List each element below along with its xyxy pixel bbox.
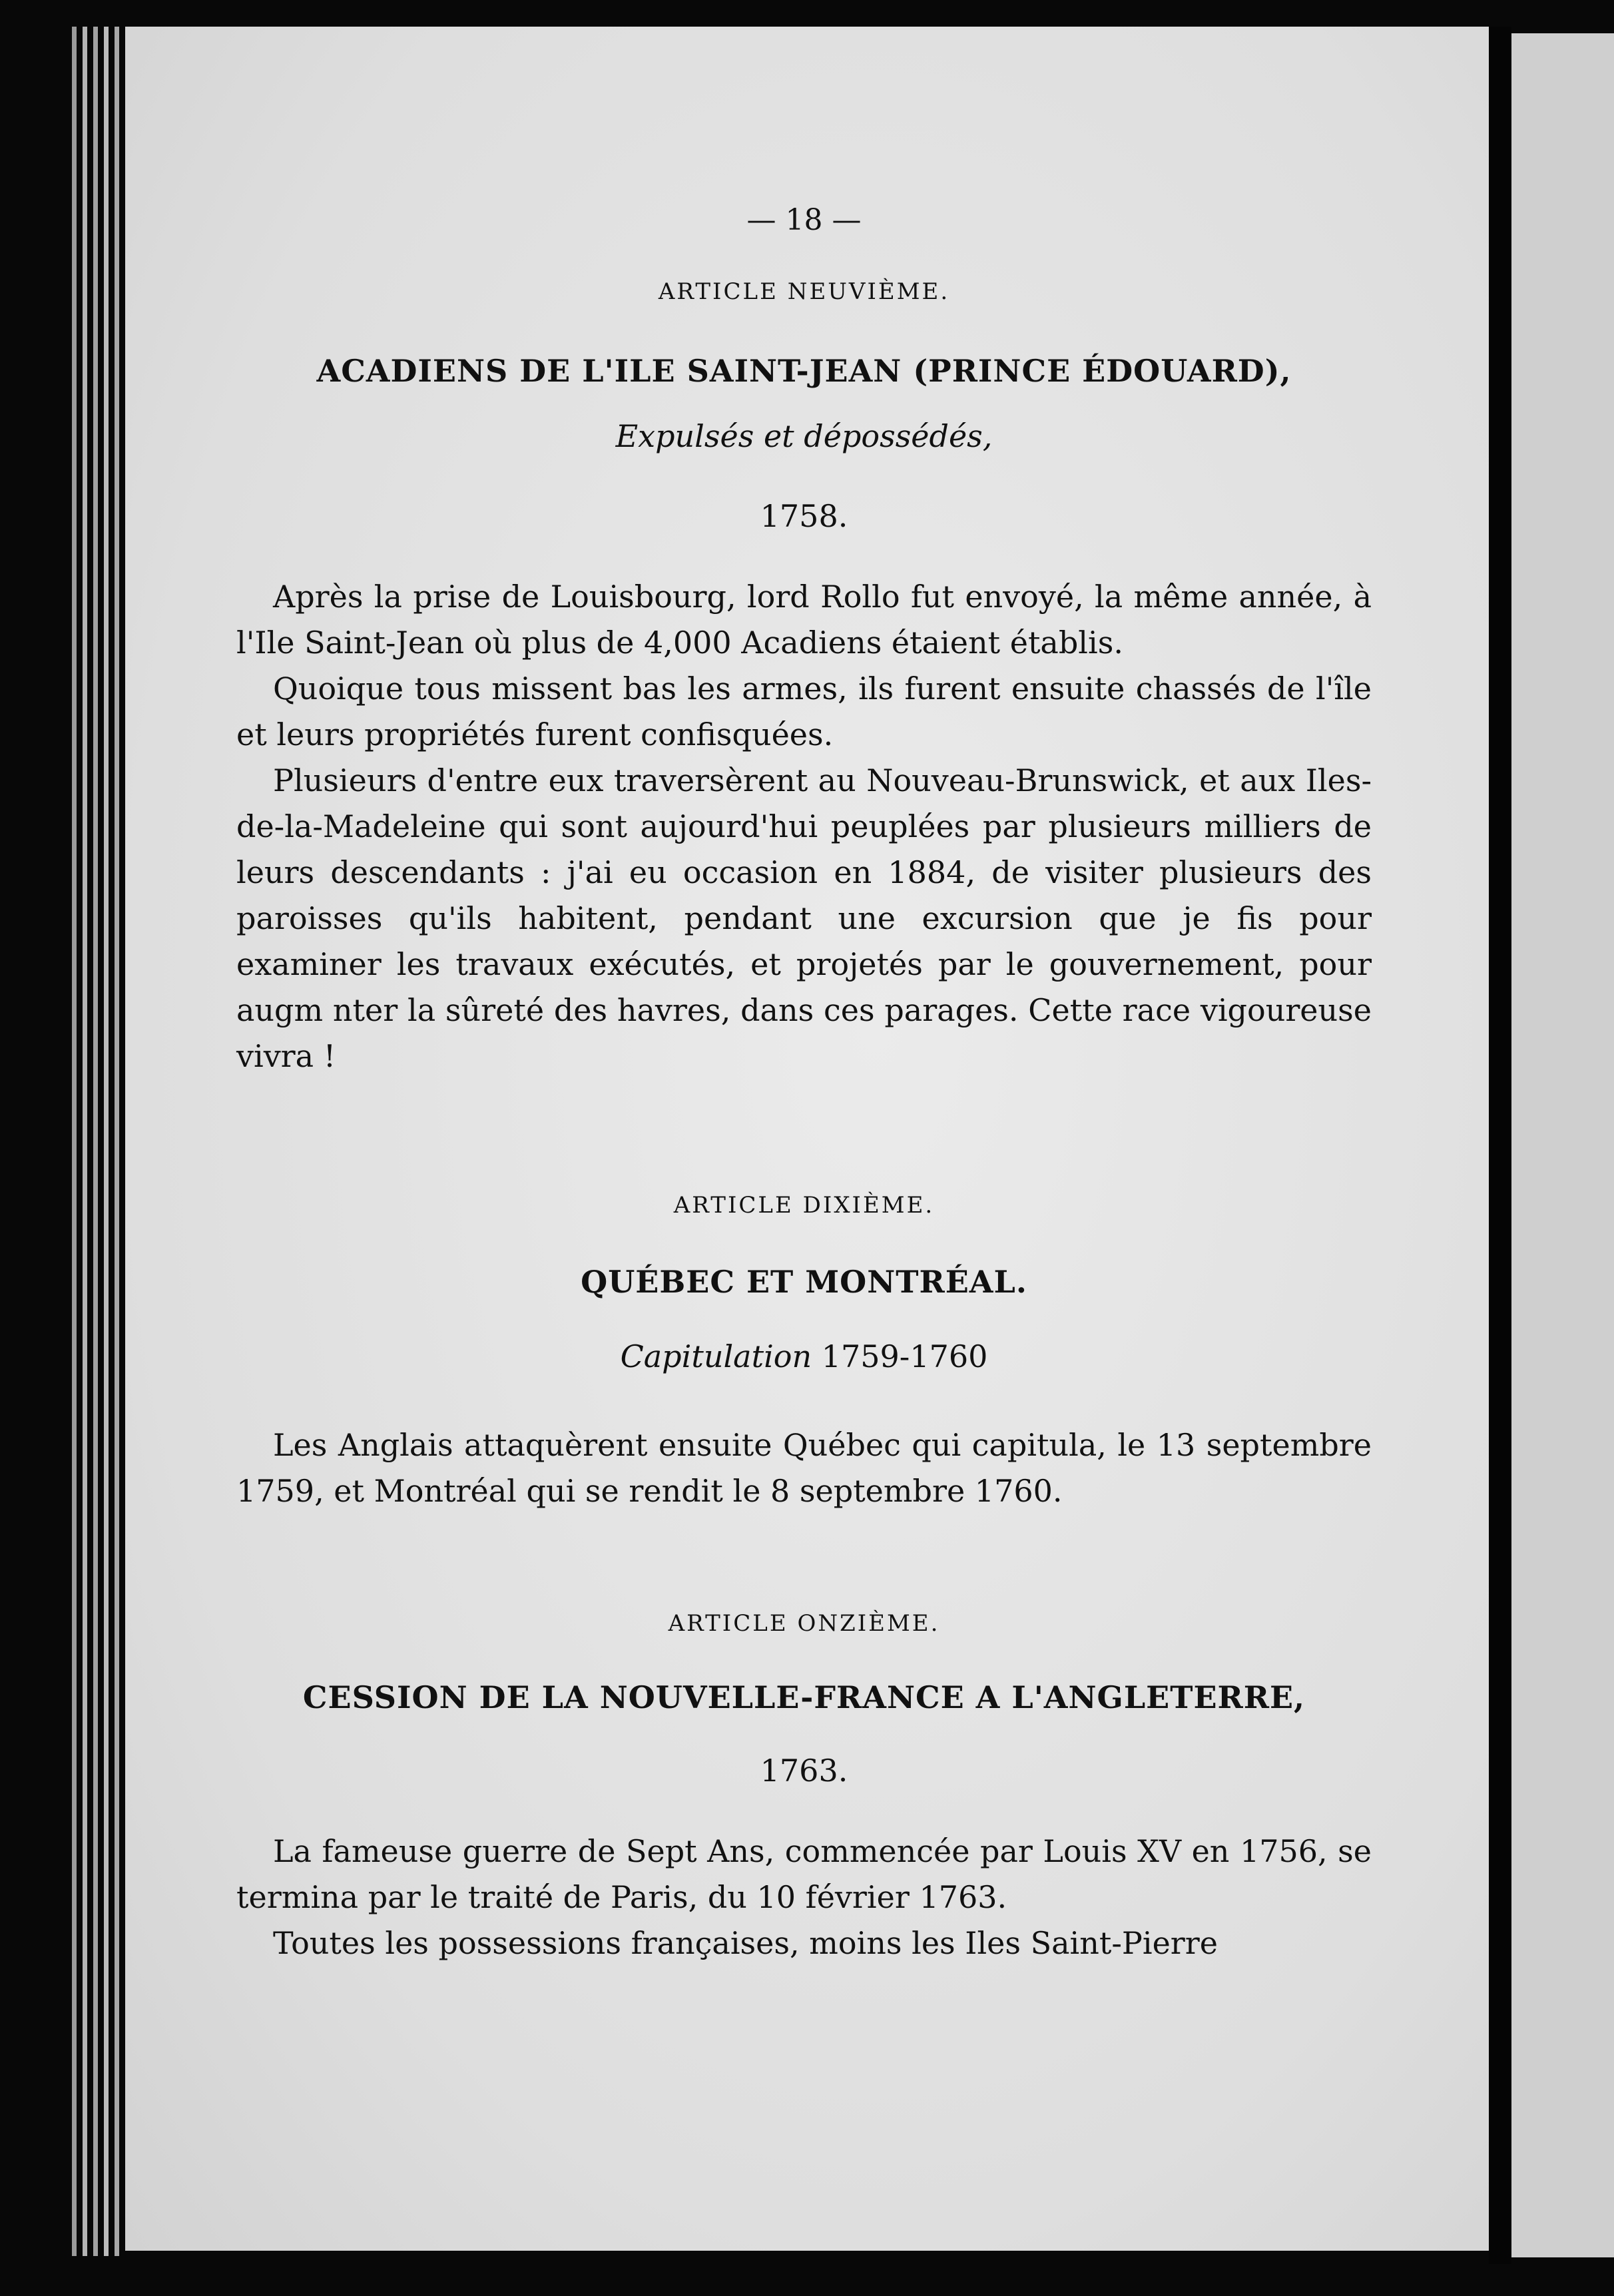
section-body xyxy=(236,574,1372,1079)
paragraph: Quoique tous missent bas les armes, ils furent ensuite chassés de l'île et leurs propriétés furent confisquées. xyxy=(236,671,1372,752)
page-edge xyxy=(72,27,77,2256)
article-label: ARTICLE DIXIÈME. xyxy=(673,1192,935,1219)
binding-gap xyxy=(1489,27,1511,2264)
section-heading: QUÉBEC ET MONTRÉAL. xyxy=(581,1264,1027,1300)
section-heading: ACADIENS DE L'ILE SAINT-JEAN (PRINCE ÉDOUARD), xyxy=(316,353,1292,389)
section-subtitle: Capitulation 1759-1760 xyxy=(620,1338,988,1374)
paragraph: Après la prise de Louisbourg, lord Rollo fut envoyé, la même année, à l'Ile Saint-Jean où plus de 4,000 Acadiens étaient établis. xyxy=(236,579,1372,661)
page-edge xyxy=(83,27,87,2256)
section-body xyxy=(236,1829,1372,1966)
article-label: ARTICLE NEUVIÈME. xyxy=(658,278,950,305)
section-heading: CESSION DE LA NOUVELLE-FRANCE A L'ANGLETERRE, xyxy=(302,1679,1306,1715)
paragraph: Toutes les possessions françaises, moins les Iles Saint-Pierre xyxy=(273,1925,1218,1961)
section-year: 1763. xyxy=(760,1753,848,1789)
paragraph: Les Anglais attaquèrent ensuite Québec qui capitula, le 13 septembre 1759, et Montréal qui se rendit le 8 septembre 1760. xyxy=(236,1427,1372,1509)
section-subtitle: Expulsés et dépossédés, xyxy=(615,418,993,454)
page-edge xyxy=(93,27,98,2256)
page-number: — 18 — xyxy=(746,203,862,237)
article-label: ARTICLE ONZIÈME. xyxy=(668,1610,940,1637)
paragraph: La fameuse guerre de Sept Ans, commencée par Louis XV en 1756, se termina par le traité de Paris, du 10 février 1763. xyxy=(236,1833,1372,1915)
page-edge xyxy=(115,27,119,2256)
page-edge xyxy=(104,27,109,2256)
paragraph: Plusieurs d'entre eux traversèrent au Nouveau-Brunswick, et aux Iles-de-la-Madeleine qui sont aujourd'hui peuplées par plusieurs milliers de leurs descendants : j'ai eu occasion en 1884, de visiter plusieurs des paroisses qu'ils habitent, pendant une excursion que je fis pour examiner les travaux exécutés, et projetés par le gouvernement, pour augm nter la sûreté des havres, dans ces parages. Cette race vigoureuse vivra ! xyxy=(236,762,1372,1074)
section-year: 1758. xyxy=(760,498,848,534)
section-body xyxy=(236,1422,1372,1514)
facing-page-edge xyxy=(1511,33,1614,2257)
